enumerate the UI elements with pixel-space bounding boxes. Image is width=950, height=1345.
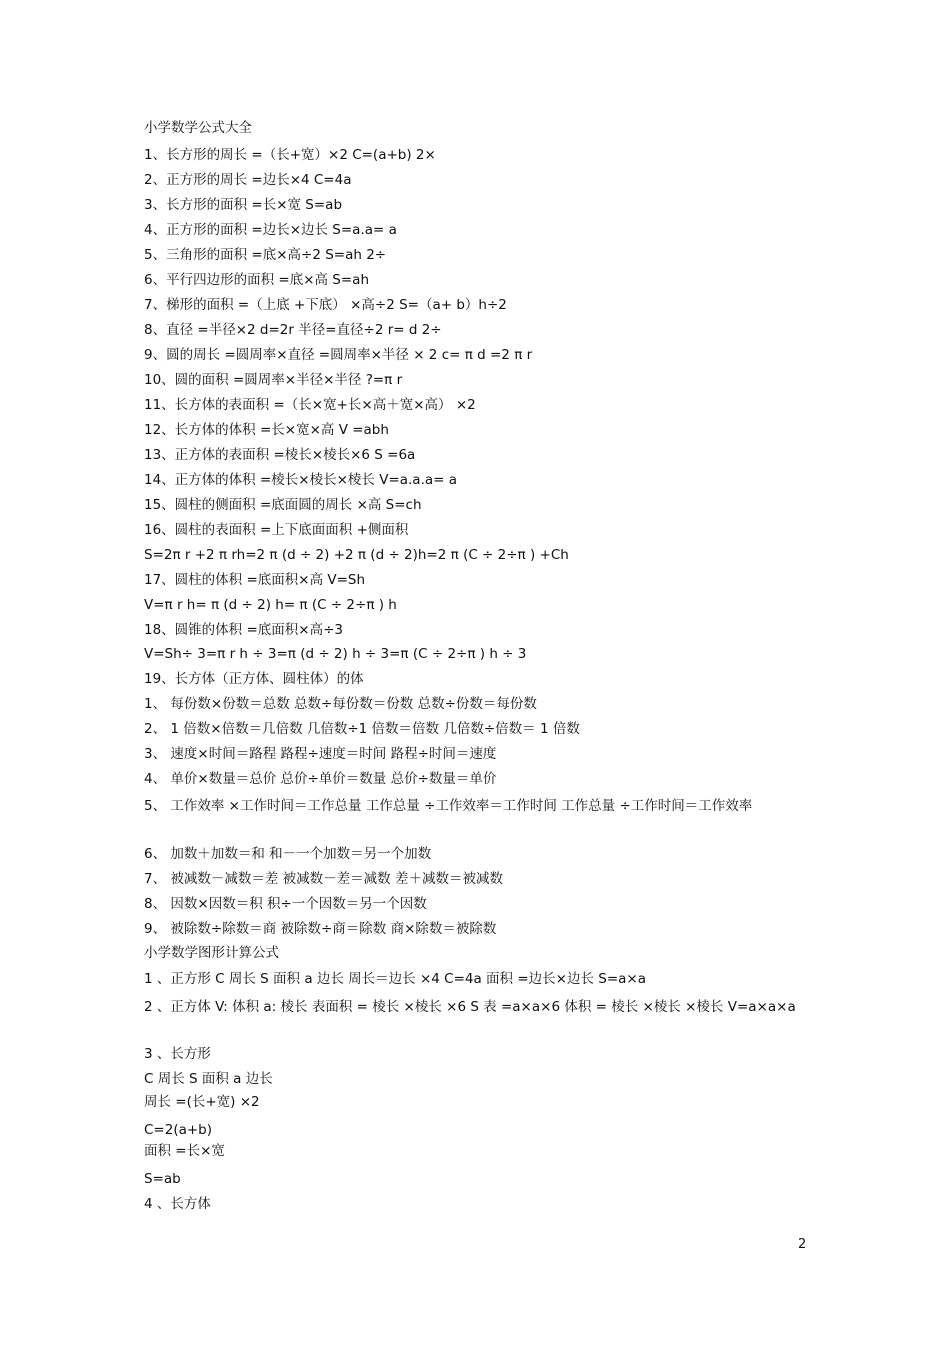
section-heading: 小学数学图形计算公式: [144, 945, 279, 961]
text-line: 4 、长方体: [144, 1196, 211, 1212]
text-line: 2 、正方体 V: 体积 a: 棱长 表面积 = 棱长 ×棱长 ×6 S 表 =a×a×6 体积 = 棱长 ×棱长 ×棱长 V=a×a×a: [144, 999, 796, 1015]
text-line: 6、平行四边形的面积 =底×高 S=ah: [144, 272, 370, 288]
text-line: 4、正方形的面积 =边长×边长 S=a.a= a: [144, 222, 397, 238]
text-line: 17、圆柱的体积 =底面积×高 V=Sh: [144, 572, 366, 588]
text-line: 13、正方体的表面积 =棱长×棱长×6 S =6a: [144, 447, 416, 463]
text-line: 面积 =长×宽: [144, 1143, 225, 1159]
text-line: 15、圆柱的侧面积 =底面圆的周长 ×高 S=ch: [144, 497, 422, 513]
text-line: 16、圆柱的表面积 =上下底面面积 +侧面积: [144, 522, 409, 538]
text-line: 10、圆的面积 =圆周率×半径×半径 ?=π r: [144, 372, 403, 388]
text-line: 5、 工作效率 ×工作时间＝工作总量 工作总量 ÷工作效率＝工作时间 工作总量 ÷工作时间＝工作效率: [144, 798, 753, 814]
document-title: 小学数学公式大全: [144, 120, 252, 136]
text-line: 1、 每份数×份数＝总数 总数÷每份数＝份数 总数÷份数＝每份数: [144, 696, 537, 712]
text-line: 9、 被除数÷除数＝商 被除数÷商＝除数 商×除数＝被除数: [144, 921, 497, 937]
text-line: 8、直径 =半径×2 d=2r 半径=直径÷2 r= d 2÷: [144, 322, 442, 338]
text-line: 11、长方体的表面积 =（长×宽+长×高＋宽×高） ×2: [144, 397, 476, 413]
text-line: 5、三角形的面积 =底×高÷2 S=ah 2÷: [144, 247, 387, 263]
text-line: V=Sh÷ 3=π r h ÷ 3=π (d ÷ 2) h ÷ 3=π (C ÷ 2÷π ) h ÷ 3: [144, 646, 527, 662]
text-line: 9、圆的周长 =圆周率×直径 =圆周率×半径 × 2 c= π d =2 π r: [144, 347, 533, 363]
page-number: 2: [798, 1237, 807, 1252]
text-line: 3、 速度×时间＝路程 路程÷速度＝时间 路程÷时间＝速度: [144, 746, 497, 762]
text-line: 6、 加数＋加数＝和 和－一个加数＝另一个加数: [144, 846, 432, 862]
text-line: 7、梯形的面积 =（上底 +下底） ×高÷2 S=（a+ b）h÷2: [144, 297, 507, 313]
text-line: 14、正方体的体积 =棱长×棱长×棱长 V=a.a.a= a: [144, 472, 458, 488]
text-line: 12、长方体的体积 =长×宽×高 V =abh: [144, 422, 389, 438]
text-line: 19、长方体（正方体、圆柱体）的体: [144, 671, 364, 687]
text-line: 4、 单价×数量＝总价 总价÷单价＝数量 总价÷数量＝单价: [144, 771, 497, 787]
text-line: 2、正方形的周长 =边长×4 C=4a: [144, 172, 352, 188]
text-line: 1 、正方形 C 周长 S 面积 a 边长 周长＝边长 ×4 C=4a 面积 =边长×边长 S=a×a: [144, 971, 647, 987]
text-line: 2、 1 倍数×倍数＝几倍数 几倍数÷1 倍数＝倍数 几倍数÷倍数＝ 1 倍数: [144, 721, 580, 737]
text-line: 3、长方形的面积 =长×宽 S=ab: [144, 197, 343, 213]
text-line: 3 、长方形: [144, 1046, 211, 1062]
text-line: 18、圆锥的体积 =底面积×高÷3: [144, 622, 343, 638]
text-line: V=π r h= π (d ÷ 2) h= π (C ÷ 2÷π ) h: [144, 597, 397, 613]
text-line: 1、长方形的周长 =（长+宽）×2 C=(a+b) 2×: [144, 147, 436, 163]
text-line: 7、 被减数－减数＝差 被减数－差＝减数 差＋减数＝被减数: [144, 871, 503, 887]
text-line: S=2π r +2 π rh=2 π (d ÷ 2) +2 π (d ÷ 2)h=2 π (C ÷ 2÷π ) +Ch: [144, 547, 569, 563]
text-line: C=2(a+b): [144, 1122, 213, 1138]
text-line: C 周长 S 面积 a 边长: [144, 1071, 273, 1087]
text-line: 8、 因数×因数＝积 积÷一个因数＝另一个因数: [144, 896, 427, 912]
text-line: 周长 =(长+宽) ×2: [144, 1094, 260, 1110]
text-line: S=ab: [144, 1171, 181, 1187]
